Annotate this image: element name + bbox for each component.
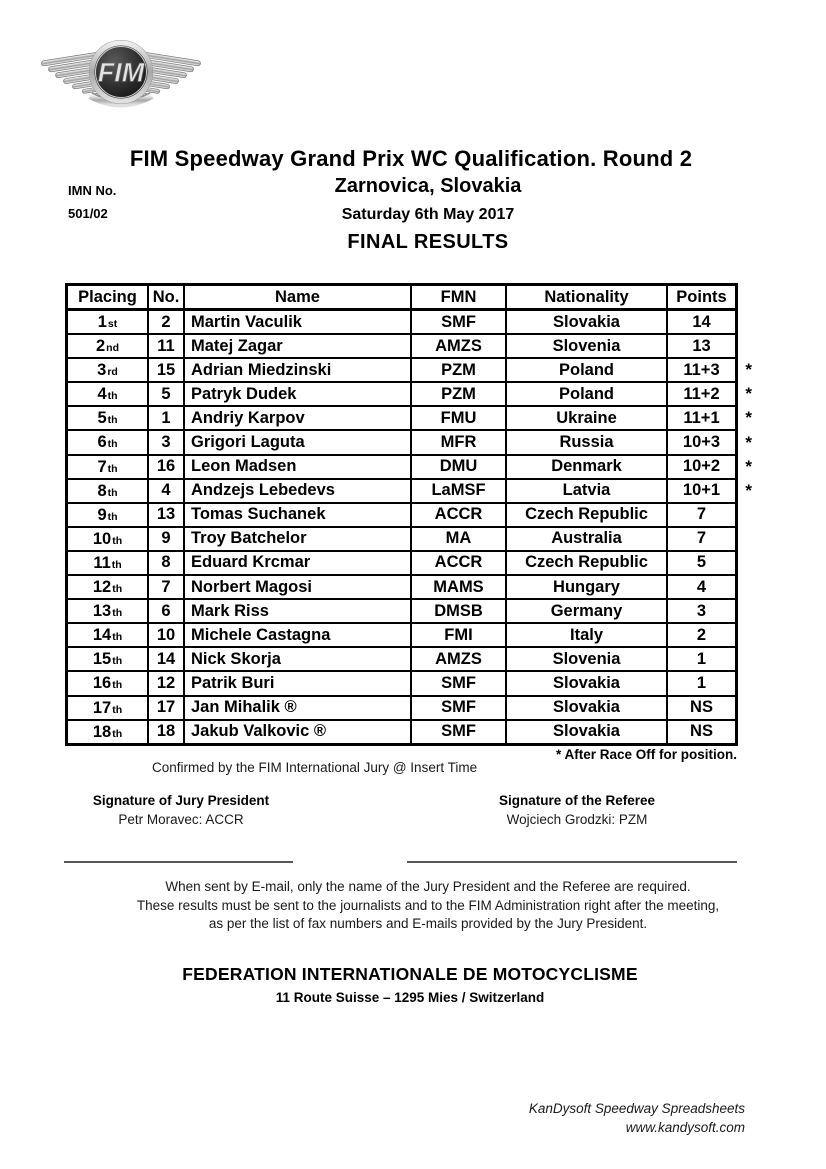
ordinal-suffix: th [107, 462, 118, 475]
cell-fmn: DMSB [412, 600, 507, 622]
cell-fmn: DMU [412, 456, 507, 478]
cell-rider-no: 13 [149, 504, 185, 526]
distribution-note-line2: These results must be sent to the journalists and to the FIM Administration right after the meeting, [136, 897, 720, 913]
ordinal-suffix: th [112, 727, 123, 740]
cell-nationality: Czech Republic [507, 504, 668, 526]
referee-signature-line [407, 861, 737, 863]
cell-fmn: MA [412, 528, 507, 550]
column-header-fmn: FMN [412, 286, 507, 308]
jury-signature-block [61, 793, 301, 827]
table-row [68, 719, 735, 743]
page-title: FIM Speedway Grand Prix WC Qualification. Round 2 [129, 146, 693, 171]
cell-fmn: LaMSF [412, 480, 507, 502]
cell-rider-no: 3 [149, 431, 185, 453]
cell-rider-name: Tomas Suchanek [185, 504, 412, 526]
race-off-asterisk: * [745, 432, 752, 452]
cell-rider-name: Patrik Buri [185, 672, 412, 694]
cell-nationality: Slovakia [507, 697, 668, 719]
cell-points: 1 [696, 649, 707, 668]
cell-rider-no: 8 [149, 552, 185, 574]
fim-logo [40, 32, 202, 114]
ordinal-suffix: th [107, 390, 118, 403]
cell-points: 13 [692, 336, 711, 355]
cell-nationality: Poland [507, 359, 668, 381]
cell-fmn: FMI [412, 624, 507, 646]
cell-rider-name: Andriy Karpov [185, 407, 412, 429]
cell-points: 5 [696, 553, 707, 572]
table-row [68, 574, 735, 598]
distribution-note-line3: as per the list of fax numbers and E-mails provided by the Jury President. [208, 916, 648, 931]
cell-rider-name: Andzejs Lebedevs [185, 480, 412, 502]
cell-placing: 14 th [68, 624, 149, 646]
column-header-placing: Placing [68, 286, 149, 308]
cell-nationality: Denmark [507, 456, 668, 478]
cell-points: 4 [696, 577, 707, 596]
ordinal-suffix: th [107, 414, 118, 427]
cell-rider-name: Michele Castagna [185, 624, 412, 646]
cell-rider-no: 5 [149, 383, 185, 405]
cell-nationality: Czech Republic [507, 552, 668, 574]
federation-address: 11 Route Suisse – 1295 Mies / Switzerland [275, 990, 545, 1005]
table-row [68, 598, 735, 622]
table-row [68, 622, 735, 646]
cell-rider-no: 4 [149, 480, 185, 502]
table-row [68, 381, 752, 405]
cell-rider-name: Martin Vaculik [185, 311, 412, 333]
cell-nationality: Russia [507, 431, 668, 453]
ordinal-suffix: nd [106, 342, 119, 355]
jury-signature-line [64, 861, 293, 863]
cell-points: 3 [696, 601, 707, 620]
column-header-nationality: Nationality [507, 286, 668, 308]
cell-points: NS [690, 698, 713, 717]
cell-rider-name: Mark Riss [185, 600, 412, 622]
cell-nationality: Germany [507, 600, 668, 622]
cell-fmn: ACCR [412, 504, 507, 526]
race-off-footnote: * After Race Off for position. [555, 747, 737, 762]
cell-fmn: AMZS [412, 335, 507, 357]
table-row [68, 454, 752, 478]
cell-points: 10+1 [682, 481, 721, 500]
cell-points: NS [690, 722, 713, 741]
cell-nationality: Australia [507, 528, 668, 550]
cell-placing: 13 th [68, 600, 149, 622]
table-row [68, 502, 735, 526]
table-row [68, 478, 752, 502]
column-header-no: No. [149, 286, 185, 308]
cell-fmn: SMF [412, 672, 507, 694]
cell-nationality: Poland [507, 383, 668, 405]
ordinal-suffix: th [112, 631, 123, 644]
cell-rider-no: 6 [149, 600, 185, 622]
cell-rider-no: 9 [149, 528, 185, 550]
table-row [68, 550, 735, 574]
column-header-name: Name [185, 286, 412, 308]
cell-rider-no: 12 [149, 672, 185, 694]
credits [529, 1100, 745, 1137]
cell-points: 10+2 [682, 457, 721, 476]
cell-placing: 7 th [68, 456, 149, 478]
cell-rider-no: 16 [149, 456, 185, 478]
column-header-points: Points [676, 287, 727, 306]
table-row [68, 309, 735, 333]
cell-placing: 18 th [68, 721, 149, 743]
table-row [68, 695, 735, 719]
ordinal-suffix: rd [107, 366, 118, 379]
cell-rider-name: Adrian Miedzinski [185, 359, 412, 381]
cell-rider-no: 2 [149, 311, 185, 333]
cell-fmn: FMU [412, 407, 507, 429]
cell-rider-no: 1 [149, 407, 185, 429]
cell-rider-name: Eduard Krcmar [185, 552, 412, 574]
cell-placing: 16 th [68, 672, 149, 694]
cell-fmn: SMF [412, 311, 507, 333]
ordinal-suffix: th [112, 607, 123, 620]
cell-rider-name: Norbert Magosi [185, 576, 412, 598]
cell-points: 1 [696, 673, 707, 692]
ordinal-suffix: th [107, 438, 118, 451]
cell-nationality: Slovakia [507, 721, 668, 743]
cell-points: 14 [692, 312, 711, 331]
cell-placing: 12 th [68, 576, 149, 598]
cell-nationality: Slovenia [507, 648, 668, 670]
cell-points: 7 [696, 529, 707, 548]
ordinal-suffix: th [112, 534, 123, 547]
imn-number-value: 501/02 [68, 206, 108, 221]
table-row [68, 357, 752, 381]
table-row [68, 646, 735, 670]
cell-placing: 4 th [68, 383, 149, 405]
ordinal-suffix: st [107, 318, 118, 330]
cell-fmn: SMF [412, 697, 507, 719]
cell-placing: 11 th [68, 552, 149, 574]
cell-nationality: Italy [507, 624, 668, 646]
cell-placing: 3 rd [68, 359, 149, 381]
ordinal-suffix: th [112, 703, 123, 716]
cell-rider-name: Leon Madsen [185, 456, 412, 478]
cell-fmn: PZM [412, 383, 507, 405]
race-off-asterisk: * [745, 360, 752, 380]
cell-rider-no: 11 [149, 335, 185, 357]
cell-nationality: Slovakia [507, 311, 668, 333]
jury-president-name: Petr Moravec: ACCR [118, 812, 244, 827]
cell-placing: 5 th [68, 407, 149, 429]
referee-signature-block [457, 793, 697, 827]
cell-placing: 10 th [68, 528, 149, 550]
race-off-asterisk: * [745, 480, 752, 500]
cell-points: 11+2 [683, 384, 720, 403]
cell-rider-no: 10 [149, 624, 185, 646]
cell-fmn: MFR [412, 431, 507, 453]
cell-rider-no: 14 [149, 648, 185, 670]
cell-fmn: PZM [412, 359, 507, 381]
distribution-note-line1: When sent by E-mail, only the name of the Jury President and the Referee are required. [165, 879, 691, 894]
fim-logo-text: FIM [97, 57, 145, 88]
ordinal-suffix: th [111, 558, 122, 571]
cell-nationality: Ukraine [507, 407, 668, 429]
credit-software-name: KanDysoft Speedway Spreadsheets [528, 1101, 745, 1116]
cell-placing: 2 nd [68, 335, 149, 357]
federation-name: FEDERATION INTERNATIONALE DE MOTOCYCLISME [182, 964, 638, 984]
cell-fmn: SMF [412, 721, 507, 743]
cell-points: 10+3 [682, 433, 721, 452]
cell-rider-name: Troy Batchelor [185, 528, 412, 550]
cell-nationality: Slovenia [507, 335, 668, 357]
cell-nationality: Slovakia [507, 672, 668, 694]
cell-rider-name: Patryk Dudek [185, 383, 412, 405]
credit-website: www.kandysoft.com [625, 1119, 745, 1135]
table-row [68, 429, 752, 453]
jury-confirmation-note: Confirmed by the FIM International Jury @ Insert Time [152, 760, 478, 775]
cell-rider-no: 18 [149, 721, 185, 743]
jury-signature-label: Signature of Jury President [92, 793, 270, 808]
ordinal-suffix: th [112, 655, 123, 668]
race-off-asterisk: * [745, 408, 752, 428]
table-header-row [68, 286, 735, 309]
race-off-asterisk: * [745, 456, 752, 476]
cell-nationality: Latvia [507, 480, 668, 502]
cell-rider-name: Matej Zagar [185, 335, 412, 357]
cell-placing: 8 th [68, 480, 149, 502]
table-row [68, 526, 735, 550]
cell-points: 11+3 [683, 360, 720, 379]
cell-fmn: MAMS [412, 576, 507, 598]
distribution-note [30, 878, 826, 934]
event-location: Zarnovica, Slovakia [334, 175, 522, 197]
cell-points: 2 [696, 625, 707, 644]
table-row [68, 670, 735, 694]
cell-points: 7 [696, 505, 707, 524]
ordinal-suffix: th [112, 583, 123, 596]
cell-rider-name: Grigori Laguta [185, 431, 412, 453]
ordinal-suffix: th [107, 486, 118, 499]
ordinal-suffix: th [107, 510, 118, 523]
cell-fmn: ACCR [412, 552, 507, 574]
imn-number-label: IMN No. [68, 183, 117, 198]
results-table [65, 283, 752, 746]
cell-rider-no: 17 [149, 697, 185, 719]
cell-points: 11+1 [683, 408, 720, 427]
table-row [68, 333, 735, 357]
final-results-heading: FINAL RESULTS [347, 231, 509, 253]
fim-wings-logo-icon [40, 32, 202, 114]
cell-nationality: Hungary [507, 576, 668, 598]
referee-name: Wojciech Grodzki: PZM [506, 812, 648, 827]
cell-placing: 15 th [68, 648, 149, 670]
cell-rider-no: 15 [149, 359, 185, 381]
event-date: Saturday 6th May 2017 [341, 206, 515, 223]
cell-placing: 17 th [68, 697, 149, 719]
cell-rider-no: 7 [149, 576, 185, 598]
cell-placing: 6 th [68, 431, 149, 453]
cell-rider-name: Nick Skorja [185, 648, 412, 670]
race-off-asterisk: * [745, 384, 752, 404]
cell-placing: 9 th [68, 504, 149, 526]
cell-fmn: AMZS [412, 648, 507, 670]
referee-signature-label: Signature of the Referee [498, 793, 656, 808]
cell-rider-name: Jakub Valkovic ® [185, 721, 412, 743]
table-row [68, 405, 752, 429]
cell-rider-name: Jan Mihalik ® [185, 697, 412, 719]
cell-placing: 1 st [68, 311, 149, 333]
ordinal-suffix: th [112, 679, 123, 692]
